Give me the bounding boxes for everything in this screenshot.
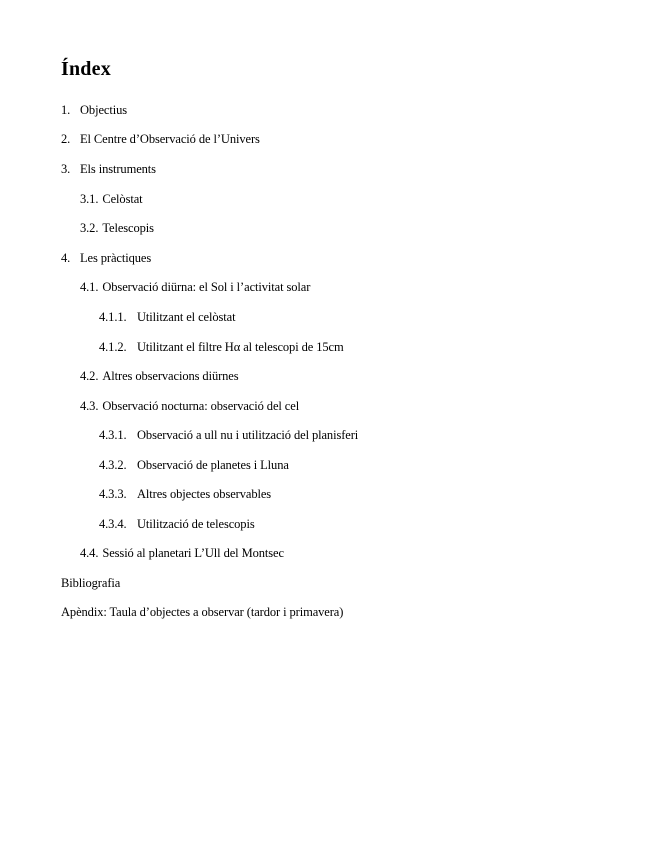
toc-entry-bibliografia[interactable] xyxy=(61,575,120,591)
toc-entry-title: Observació de planetes i Lluna xyxy=(137,458,289,472)
toc-entry-number: 4.1. xyxy=(80,280,99,294)
toc-entry-number: 4.1.2. xyxy=(99,340,127,354)
toc-entry-observacio-diurna[interactable] xyxy=(80,279,310,295)
toc-entry-title: Bibliografia xyxy=(61,576,121,590)
toc-entry-title: Telescopis xyxy=(102,221,154,235)
toc-entry-filtre-halpha[interactable] xyxy=(99,339,344,355)
toc-entry-apendix[interactable] xyxy=(61,604,343,620)
toc-entry-celostat[interactable] xyxy=(80,191,143,207)
toc-entry-title: Sessió al planetari L’Ull del Montsec xyxy=(102,546,284,560)
toc-entry-title: Altres objectes observables xyxy=(137,487,272,501)
toc-entry-number: 4.3.4. xyxy=(99,517,127,531)
toc-entry-title: El Centre d’Observació de l’Univers xyxy=(80,132,260,146)
toc-entry-title: Apèndix: Taula d’objectes a observar (tardor i primavera) xyxy=(61,605,344,619)
toc-entry-title: Utilitzant el filtre Hα al telescopi de 15cm xyxy=(137,340,344,354)
toc-entry-number: 4.1.1. xyxy=(99,310,127,324)
toc-entry-ull-nu[interactable] xyxy=(99,427,358,443)
toc-entry-observacio-nocturna[interactable] xyxy=(80,398,299,414)
toc-entry-planetari[interactable] xyxy=(80,545,284,561)
toc-entry-title: Altres observacions diürnes xyxy=(102,369,239,383)
toc-entry-telescopis[interactable] xyxy=(80,220,154,236)
toc-entry-title: Observació diürna: el Sol i l’activitat solar xyxy=(102,280,311,294)
toc-entry-utilitzant-celostat[interactable] xyxy=(99,309,235,325)
toc-entry-altres-diurnes[interactable] xyxy=(80,368,239,384)
toc-entry-number: 4.3.3. xyxy=(99,487,127,501)
toc-entry-planetes-lluna[interactable] xyxy=(99,457,289,473)
toc-entry-objectius[interactable] xyxy=(61,102,127,118)
toc-entry-number: 3.1. xyxy=(80,192,99,206)
toc-entry-number: 4.3. xyxy=(80,399,99,413)
toc-entry-title: Observació a ull nu i utilització del planisferi xyxy=(137,428,359,442)
toc-entry-title: Utilitzant el celòstat xyxy=(137,310,236,324)
toc-entry-number: 3. xyxy=(61,162,71,176)
toc-entry-practiques[interactable] xyxy=(61,250,151,266)
toc-entry-number: 3.2. xyxy=(80,221,99,235)
toc-entry-centre[interactable] xyxy=(61,131,260,147)
toc-entry-instruments[interactable] xyxy=(61,161,156,177)
toc-entry-number: 4.3.2. xyxy=(99,458,127,472)
toc-entry-number: 4. xyxy=(61,251,71,265)
toc-entry-title: Celòstat xyxy=(102,192,143,206)
toc-entry-number: 1. xyxy=(61,103,71,117)
toc-entry-number: 4.2. xyxy=(80,369,99,383)
toc-entry-title: Utilització de telescopis xyxy=(137,517,255,531)
toc-entry-title: Objectius xyxy=(80,103,128,117)
toc-entry-title: Els instruments xyxy=(80,162,156,176)
index-heading: Índex xyxy=(61,58,111,80)
toc-entry-number: 2. xyxy=(61,132,71,146)
toc-entry-number: 4.4. xyxy=(80,546,99,560)
toc-entry-altres-objectes[interactable] xyxy=(99,486,271,502)
toc-entry-title: Observació nocturna: observació del cel xyxy=(102,399,300,413)
toc-entry-number: 4.3.1. xyxy=(99,428,127,442)
toc-entry-utilitzacio-telescopis[interactable] xyxy=(99,516,255,532)
toc-entry-title: Les pràctiques xyxy=(80,251,152,265)
